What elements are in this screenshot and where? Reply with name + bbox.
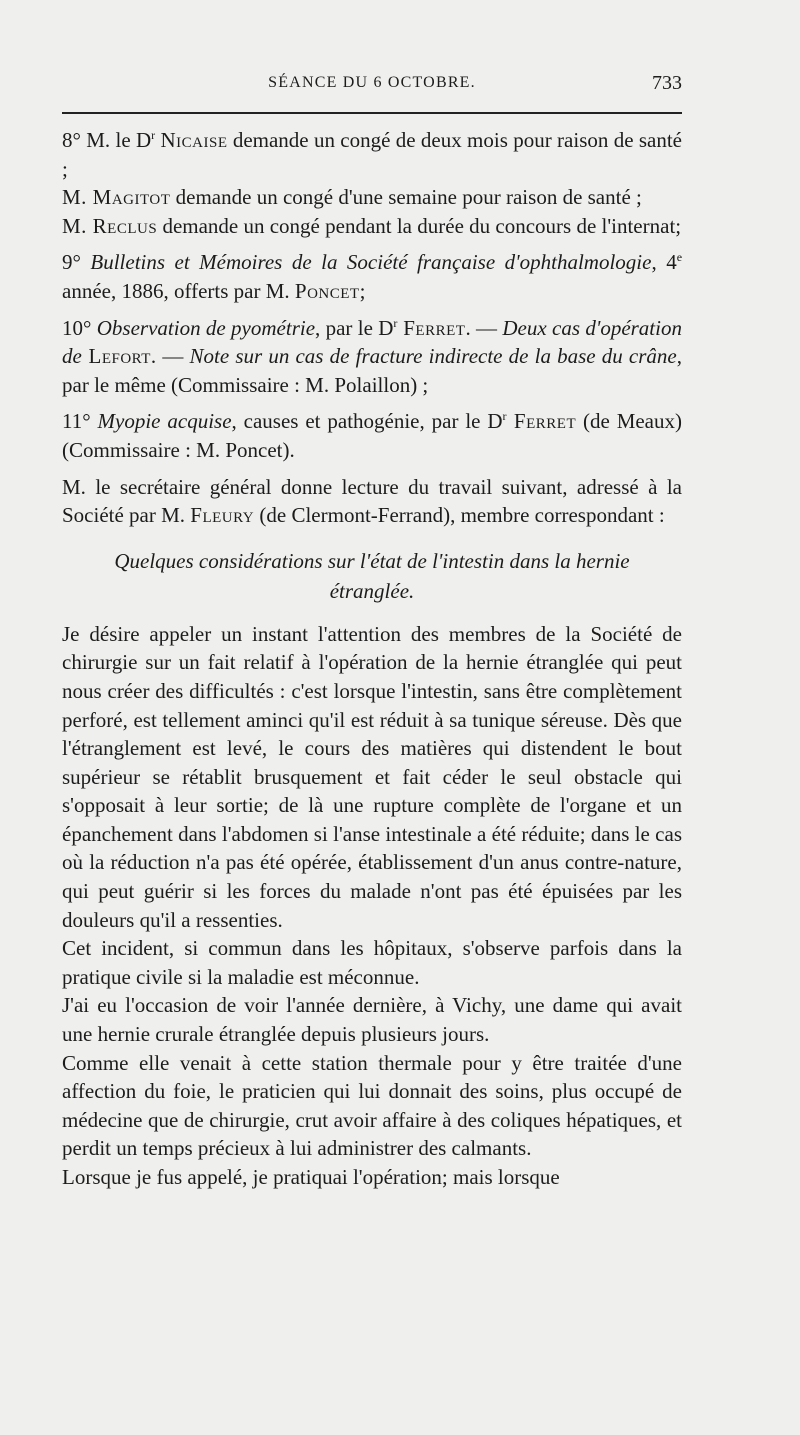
item-text: demande un congé pendant la durée du concours de l'internat; (157, 213, 682, 238)
item-text: (de Clermont-Ferrand), membre correspondant : (254, 503, 665, 528)
person-name: Lefort (81, 344, 151, 369)
item-text: , par le même (Commissaire : M. Polaillon) ; (62, 344, 682, 397)
superscript: r (151, 128, 156, 142)
paragraph: J'ai eu l'occasion de voir l'année dernière, à Vichy, une dame qui avait une hernie crurale étranglée depuis plusieurs jours. (62, 993, 682, 1047)
item-8 (62, 126, 682, 183)
item-text: , causes et pathogénie, par le D (231, 409, 503, 434)
item-10 (62, 314, 682, 400)
item-number: 9° (62, 250, 81, 275)
item-number: 8° (62, 128, 81, 152)
secretary-announcement (62, 473, 682, 530)
item-text: demande un congé de deux mois pour raison de santé ; (62, 128, 682, 181)
item-text: , 4 (651, 250, 677, 275)
page-number: 733 (652, 72, 682, 94)
person-name: Ferret (506, 409, 577, 434)
item-text: année, 1886, offerts par M. (62, 278, 295, 303)
publication-title: Observation de pyométrie (96, 315, 316, 340)
publication-title: Myopie acquise (97, 409, 232, 434)
item-text: . — (465, 315, 503, 340)
paragraph: Cet incident, si commun dans les hôpitaux, s'observe parfois dans la pratique civile si la maladie est méconnue. (62, 936, 682, 989)
publication-title: Note sur un cas de fracture indirecte de la base du crâne (189, 344, 677, 369)
item-reclus (62, 212, 682, 241)
superscript: e (676, 250, 683, 265)
page-body (62, 126, 682, 1192)
running-header (62, 74, 682, 100)
running-title: SÉANCE DU 6 OCTOBRE. (268, 74, 476, 91)
publication-title: Deux cas d'opération de (62, 315, 682, 369)
publication-title: Bulletins et Mémoires de la Société française d'ophthalmologie (90, 250, 652, 275)
person-name: M. Magitot (62, 185, 171, 210)
item-number: 11° (62, 409, 91, 434)
item-text: , par le D (315, 315, 394, 340)
item-number: 10° (62, 315, 92, 340)
item-magitot (62, 183, 682, 212)
superscript: r (393, 315, 398, 330)
item-text: M. le secrétaire général donne lecture du travail suivant, adressé à la Société par M. (62, 474, 682, 528)
article-title-line: étranglée. (329, 578, 415, 603)
item-text: (de Meaux) (Commissaire : M. Poncet). (62, 409, 682, 462)
item-text: ; (359, 278, 366, 303)
paragraph: Lorsque je fus appelé, je pratiquai l'opération; mais lorsque (62, 1165, 560, 1189)
item-11 (62, 407, 682, 464)
item-text: demande un congé d'une semaine pour raison de santé ; (170, 185, 642, 210)
item-text: M. le D (80, 128, 152, 152)
article-title (62, 546, 682, 606)
paragraph: Comme elle venait à cette station thermale pour y être traitée d'une affection du foie, le praticien qui lui donnait des soins, plus occupé de médecine que de chirurgie, crut avoir affaire à des coliques hépatiques, et perdit un temps précieux à lui administrer des calmants. (62, 1050, 682, 1161)
header-rule (62, 112, 682, 114)
article-title-line: Quelques considérations sur l'état de l'intestin dans la hernie (114, 548, 630, 573)
person-name: Nicaise (160, 128, 228, 152)
person-name: Ferret (397, 315, 466, 340)
paragraph: Je désire appeler un instant l'attention des membres de la Société de chirurgie sur un fait relatif à l'opération de la hernie étranglée qui peut nous créer des difficultés : c'est lorsque l'intestin, sans être complètement perforé, est tellement aminci qu'il est réduit à sa tunique séreuse. Dès que l'étranglement est levé, le cours des matières qui distendent le bout supérieur se rétablit brusquement et fait céder le seul obstacle qui s'opposait à leur sortie; de là une rupture complète de l'organe et un épanchement dans l'abdomen si l'anse intestinale a été réduite; dans le cas où la réduction n'a pas été opérée, établissement d'un anus contre-nature, qui peut guérir si les forces du malade n'ont pas été épuisées par les douleurs qu'il a ressenties. (62, 621, 682, 932)
item-text: . — (150, 344, 190, 369)
person-name: Poncet (294, 278, 360, 303)
person-name: Fleury (190, 503, 255, 528)
person-name: M. Reclus (62, 213, 158, 238)
superscript: r (502, 409, 507, 424)
item-9 (62, 248, 682, 305)
